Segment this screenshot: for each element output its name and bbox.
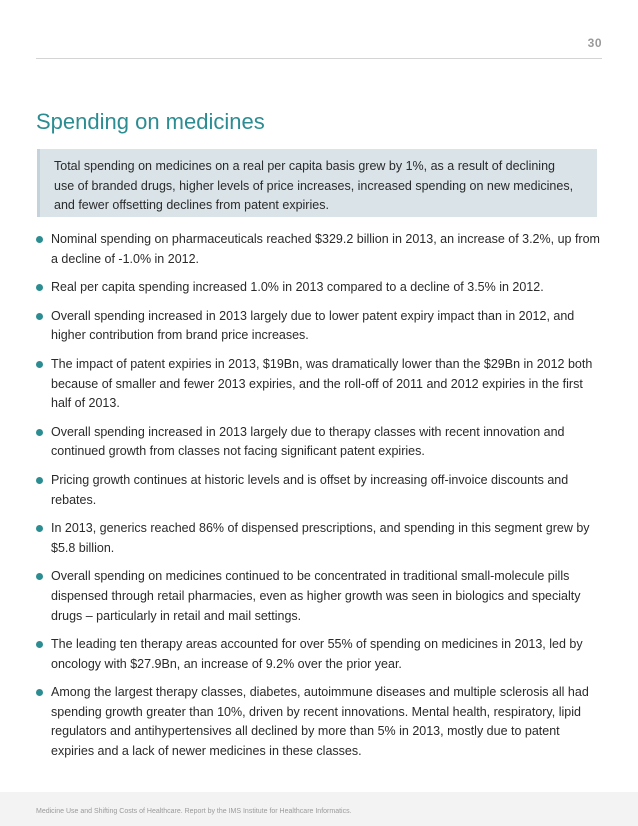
summary-box bbox=[37, 149, 597, 217]
bullet-dot-icon bbox=[36, 313, 43, 320]
bullet-item bbox=[36, 567, 602, 626]
bullet-item bbox=[36, 471, 602, 510]
footer-text: Medicine Use and Shifting Costs of Healthcare. Report by the IMS Institute for Healthcare Informatics. bbox=[36, 808, 352, 815]
bullet-text: The impact of patent expiries in 2013, $19Bn, was dramatically lower than the $29Bn in 2012 both because of smaller and fewer 2013 expiries, and the roll-off of 2011 and 2012 expiries in the first half of 2013. bbox=[51, 356, 593, 411]
bullet-dot-icon bbox=[36, 236, 43, 243]
bullet-text: Real per capita spending increased 1.0% in 2013 compared to a decline of 3.5% in 2012. bbox=[51, 280, 544, 295]
bullet-text: Overall spending increased in 2013 largely due to therapy classes with recent innovation and continued growth from classes not facing significant patent expiries. bbox=[51, 424, 565, 459]
page-footer bbox=[0, 792, 638, 826]
bullet-item bbox=[36, 423, 602, 462]
bullet-text: Overall spending on medicines continued to be concentrated in traditional small-molecule pills dispensed through retail pharmacies, even as higher growth was seen in biologics and specialty drugs – particularly in retail and mail settings. bbox=[51, 569, 581, 623]
bullet-text: Pricing growth continues at historic levels and is offset by increasing off-invoice discounts and rebates. bbox=[51, 472, 569, 507]
bullet-text: Overall spending increased in 2013 largely due to lower patent expiry impact than in 2012, and higher contribution from brand price increases. bbox=[51, 308, 575, 343]
bullet-item bbox=[36, 519, 602, 558]
bullet-dot-icon bbox=[36, 573, 43, 580]
bullet-item bbox=[36, 355, 602, 414]
summary-text: Total spending on medicines on a real per capita basis grew by 1%, as a result of declining use of branded drugs, higher levels of price increases, increased spending on new medicines, and fewer offsetting declines from patent expiries. bbox=[54, 159, 574, 212]
bullet-text: Among the largest therapy classes, diabetes, autoimmune diseases and multiple sclerosis all had spending growth greater than 10%, driven by recent innovations. Mental health, respiratory, lipid regulators and antihypertensives all declined by more than 5% in 2013, mostly due to patent expiries and a lack of newer medicines in these classes. bbox=[51, 685, 589, 759]
bullet-dot-icon bbox=[36, 641, 43, 648]
bullet-text: The leading ten therapy areas accounted for over 55% of spending on medicines in 2013, led by oncology with $27.9Bn, an increase of 9.2% over the prior year. bbox=[51, 637, 583, 671]
bullet-item bbox=[36, 278, 602, 298]
bullet-dot-icon bbox=[36, 477, 43, 484]
bullet-dot-icon bbox=[36, 429, 43, 436]
page-number: 30 bbox=[587, 36, 602, 50]
header-divider bbox=[36, 58, 602, 59]
section-title: Spending on medicines bbox=[36, 109, 265, 134]
bullet-dot-icon bbox=[36, 284, 43, 291]
bullet-dot-icon bbox=[36, 689, 43, 696]
bullet-text: In 2013, generics reached 86% of dispensed prescriptions, and spending in this segment grew by $5.8 billion. bbox=[51, 521, 590, 555]
bullet-item bbox=[36, 635, 602, 674]
bullet-item bbox=[36, 230, 602, 269]
bullet-list bbox=[36, 230, 602, 771]
bullet-item bbox=[36, 683, 602, 761]
bullet-dot-icon bbox=[36, 525, 43, 532]
bullet-item bbox=[36, 307, 602, 346]
bullet-text: Nominal spending on pharmaceuticals reached $329.2 billion in 2013, an increase of 3.2%, up from a decline of -1.0% in 2012. bbox=[51, 232, 600, 266]
bullet-dot-icon bbox=[36, 361, 43, 368]
